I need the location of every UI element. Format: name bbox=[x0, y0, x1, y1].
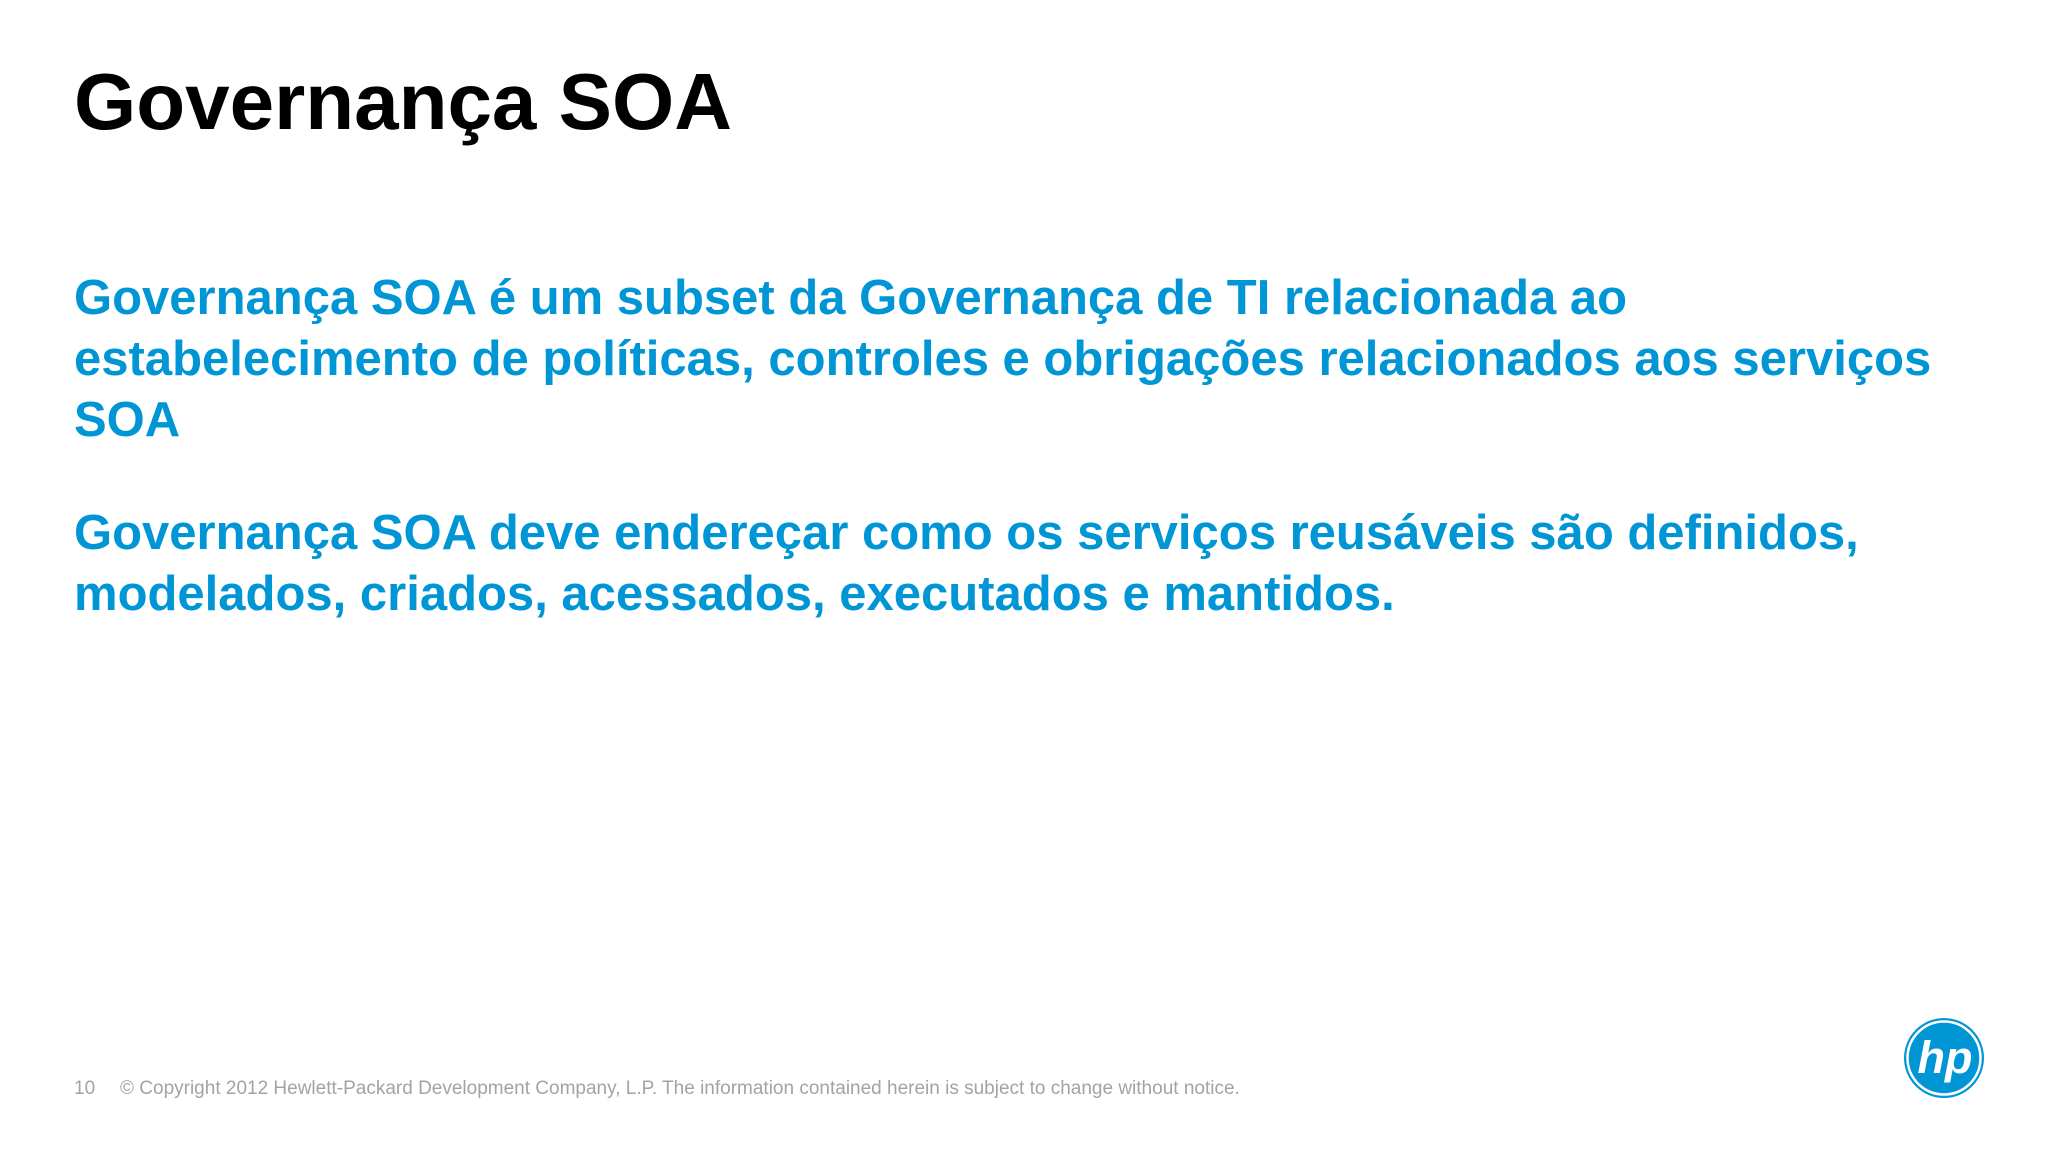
slide-body bbox=[74, 268, 1954, 677]
page-number: 10 bbox=[74, 1078, 96, 1099]
svg-text:hp: hp bbox=[1917, 1032, 1973, 1083]
slide-title: Governança SOA bbox=[74, 57, 733, 146]
copyright-notice: © Copyright 2012 Hewlett-Packard Development Company, L.P. The information contained herein is subject to change without notice. bbox=[120, 1078, 1240, 1099]
body-paragraph-1: Governança SOA é um subset da Governança de TI relacionada ao estabelecimento de políticas, controles e obrigações relacionados aos serviços SOA bbox=[74, 271, 1932, 447]
hp-logo-icon bbox=[1902, 1016, 1986, 1100]
body-paragraph-2: Governança SOA deve endereçar como os serviços reusáveis são definidos, modelados, criados, acessados, executados e mantidos. bbox=[74, 506, 1859, 621]
slide-footer bbox=[74, 1078, 1240, 1100]
